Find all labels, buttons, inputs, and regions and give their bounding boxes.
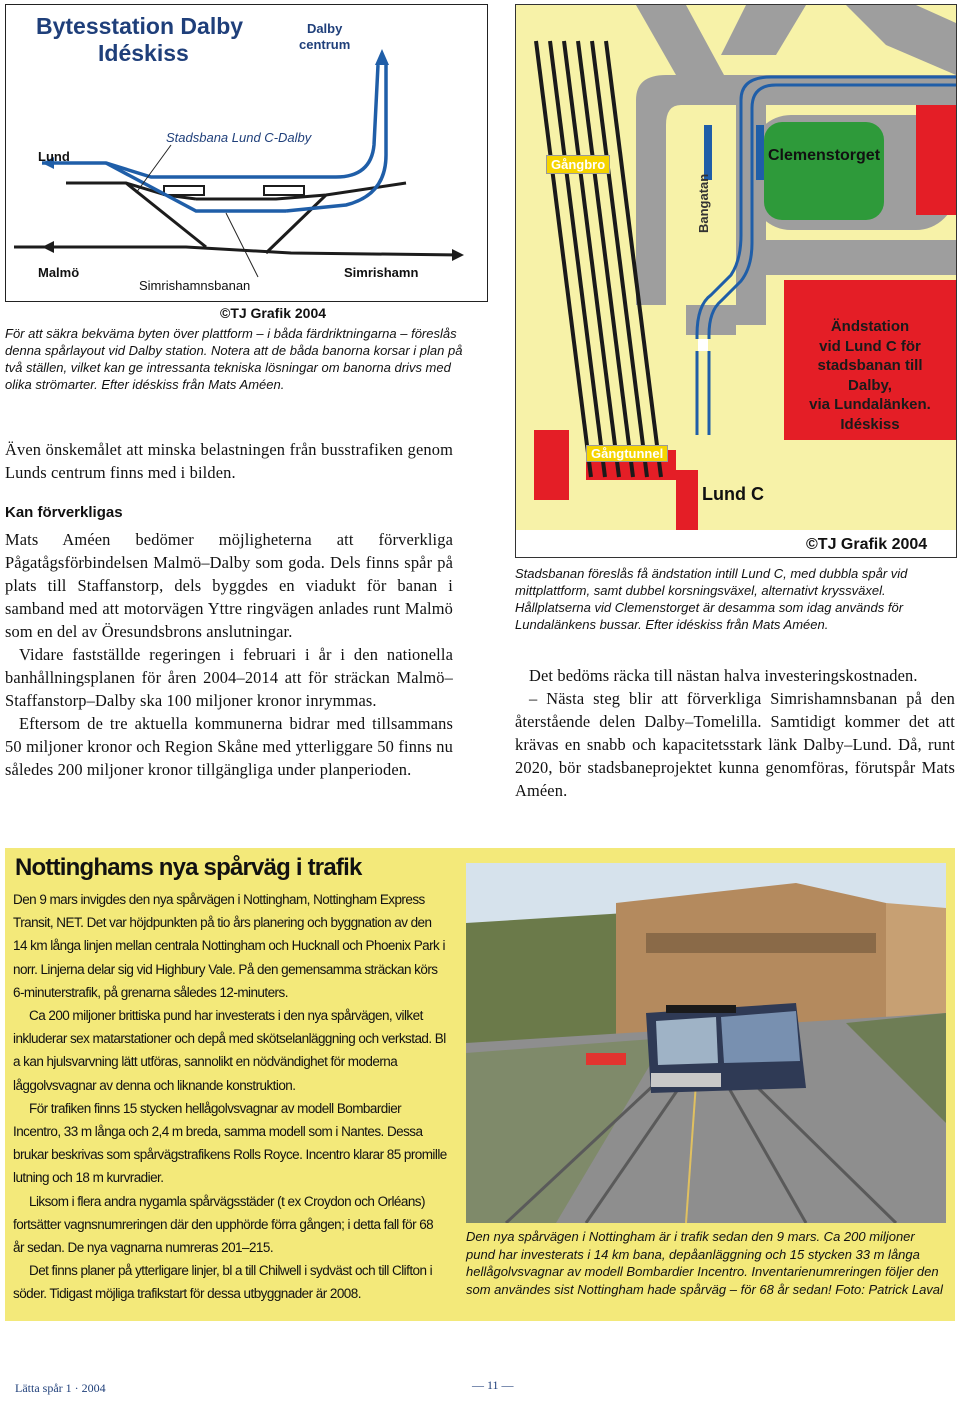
label-bangatan: Bangatan: [696, 173, 711, 233]
paragraph-bus: Även önskemålet att minska belastningen från busstrafiken genom Lunds centrum finns med i bilden.: [5, 440, 453, 482]
diagram2-copyright: ©TJ Grafik 2004: [806, 536, 928, 553]
label-simrishamn: Simrishamn: [344, 265, 419, 280]
nottingham-para-5: Det finns planer på ytterligare linjer, bl a till Chilwell i sydväst och till Clifton i söder. Tidigast möjliga trafikstart för dessa utbyggnader är 2008.: [13, 1263, 433, 1302]
label-lund: Lund: [38, 149, 70, 164]
nottingham-title: Nottinghams nya spårväg i trafik: [15, 854, 362, 881]
dalby-centrum-line2: centrum: [299, 37, 351, 52]
dalby-diagram: [5, 4, 488, 302]
endstation-line2: vid Lund C för: [819, 337, 921, 355]
left-paragraph-1: Mats Améen bedömer möjligheterna att förverkliga Pågatågsförbindelsen Malmö–Dalby som goda. Dels finns spår på plats till Staffanstorp, dels byggdes en viadukt för banan i samband med att motorvägen Yttre ringvägen anlades runt Malmö som en del av Öresundsbrons anslutningar.: [5, 530, 453, 641]
endstation-line4: Dalby,: [848, 376, 892, 394]
nottingham-para-1: Den 9 mars invigdes den nya spårvägen i Nottingham, Nottingham Express Transit, NET. Det var höjdpunkten på tio års planering och byggnation av den 14 km långa linjen mellan centrala Nottingham och Hucknall och Phoenix Park i norr. Linjerna delar sig vid Highbury Vale. På den gemensamma sträckan körs 6-minuterstrafik, på grenarna således 12-minuters.: [13, 892, 445, 1000]
diagram1-copyright: ©TJ Grafik 2004: [220, 305, 327, 321]
endstation-line3: stadsbanan till: [817, 357, 923, 374]
endstation-line1: Ändstation: [830, 318, 910, 335]
label-gangtunnel: Gångtunnel: [586, 445, 668, 462]
label-stadsbana: Stadsbana Lund C-Dalby: [166, 130, 312, 145]
left-paragraph-2: Vidare fastställde regeringen i februari i år i den nationella banhållningsplanen för åren 2004–2014 att för sträckan Malmö–Staffanstorp–Dalby ska 100 miljoner kronor inrymmas.: [5, 645, 453, 710]
caption-dalby: För att säkra bekväma byten över plattform – i båda färdriktningarna – föreslås denna spårlayout vid Dalby station. Notera att de båda banorna korsar i plan på två ställen, vilket kan ge intressanta tekniska lösningar om banorna drivs med olika strömarter. Efter idéskiss från Mats Améen.: [5, 326, 463, 392]
label-lund-c: Lund C: [702, 484, 764, 504]
heading-kan-forverkligas: Kan förverkligas: [5, 504, 123, 521]
tram-photo: [466, 863, 946, 1223]
diagram-title-line2: Idéskiss: [98, 40, 189, 66]
dalby-centrum-line1: Dalby: [306, 21, 343, 36]
endstation-line5: via Lundalänken.: [809, 396, 931, 413]
nottingham-para-4: Liksom i flera andra nygamla spårvägsstäder (t ex Croydon och Orléans) fortsätter vagnsnumreringen där den upphörde förra gången; i detta fall för 68 år sedan. De nya vagnarna numreras 201–215.: [13, 1193, 434, 1256]
right-paragraph-1: Det bedöms räcka till nästan halva investeringskostnaden.: [529, 666, 918, 685]
footer-publication: Lätta spår 1 · 2004: [15, 1381, 106, 1395]
tram-photo-illustration: [466, 863, 946, 1223]
endstation-line6: Idéskiss: [840, 415, 900, 433]
label-malmo: Malmö: [38, 265, 80, 280]
label-gangbro: Gångbro: [546, 155, 610, 174]
nottingham-para-2: Ca 200 miljoner brittiska pund har investerats i den nya spårvägen, vilket inkluderar sex matarstationer och depå med skötselanläggning och verkstad. Bl a kan hjulsvarvning lätt utföras, sannolikt en nödvändighet för moderna låggolvsvagnar av denna och liknande konstruktion.: [13, 1008, 446, 1093]
left-paragraph-3: Eftersom de tre aktuella kommunerna bidrar med tillsammans 50 miljoner kronor och Region Skåne med ytterliggare 50 finns nu således 200 miljoner kronor tillgängliga under planperioden.: [5, 714, 453, 779]
diagram-title-line1: Bytesstation Dalby: [36, 13, 244, 39]
lund-c-diagram: [515, 4, 957, 558]
tram-photo-caption: Den nya spårvägen i Nottingham är i trafik sedan den 9 mars. Ca 200 miljoner pund har investerats i 14 km bana, depåanläggning och 15 stycken 33 m långa hellågolvsvagnar av modell Bombardier Incentro. Inventarienumreringen följer den som användes sist Nottingham hade spårväg – för 68 år sedan! Foto: Patrick Laval: [466, 1229, 943, 1297]
label-clemenstorget: Clemenstorget: [768, 147, 881, 164]
lund-c-map: [516, 5, 956, 557]
label-simrishamnsbanan: Simrishamnsbanan: [139, 278, 251, 293]
footer-page-number: — 11 —: [472, 1378, 514, 1392]
nottingham-para-3: För trafiken finns 15 stycken hellågolvsvagnar av modell Bombardier Incentro, 33 m långa och 2,4 m breda, samma modell som i Nantes. Dessa brukar beskrivas som spårvägstrafikens Rolls Royce. Incentro klarar 85 promille lutning och 18 m kurvradier.: [13, 1100, 447, 1186]
right-paragraph-2: – Nästa steg blir att förverkliga Simrishamnsbanan på den återstående delen Dalby–Tomelilla. Samtidigt kommer det att krävas en snabb och kapacitetsstark länk Dalby–Lund. Då, runt 2020, bör stadsbaneprojektet kunna genomföras, förutspår Mats Améen.: [515, 689, 955, 800]
nottingham-box: [5, 848, 955, 1321]
caption-lund-c: Stadsbanan föreslås få ändstation intill Lund C, med dubbla spår vid mittplattform, samt dubbel korsningsväxel, alternativt kryssväxel. Hållplatserna vid Clemenstorget är desamma som idag används för Lundalänkens bussar. Efter idéskiss från Mats Améen.: [515, 566, 908, 632]
